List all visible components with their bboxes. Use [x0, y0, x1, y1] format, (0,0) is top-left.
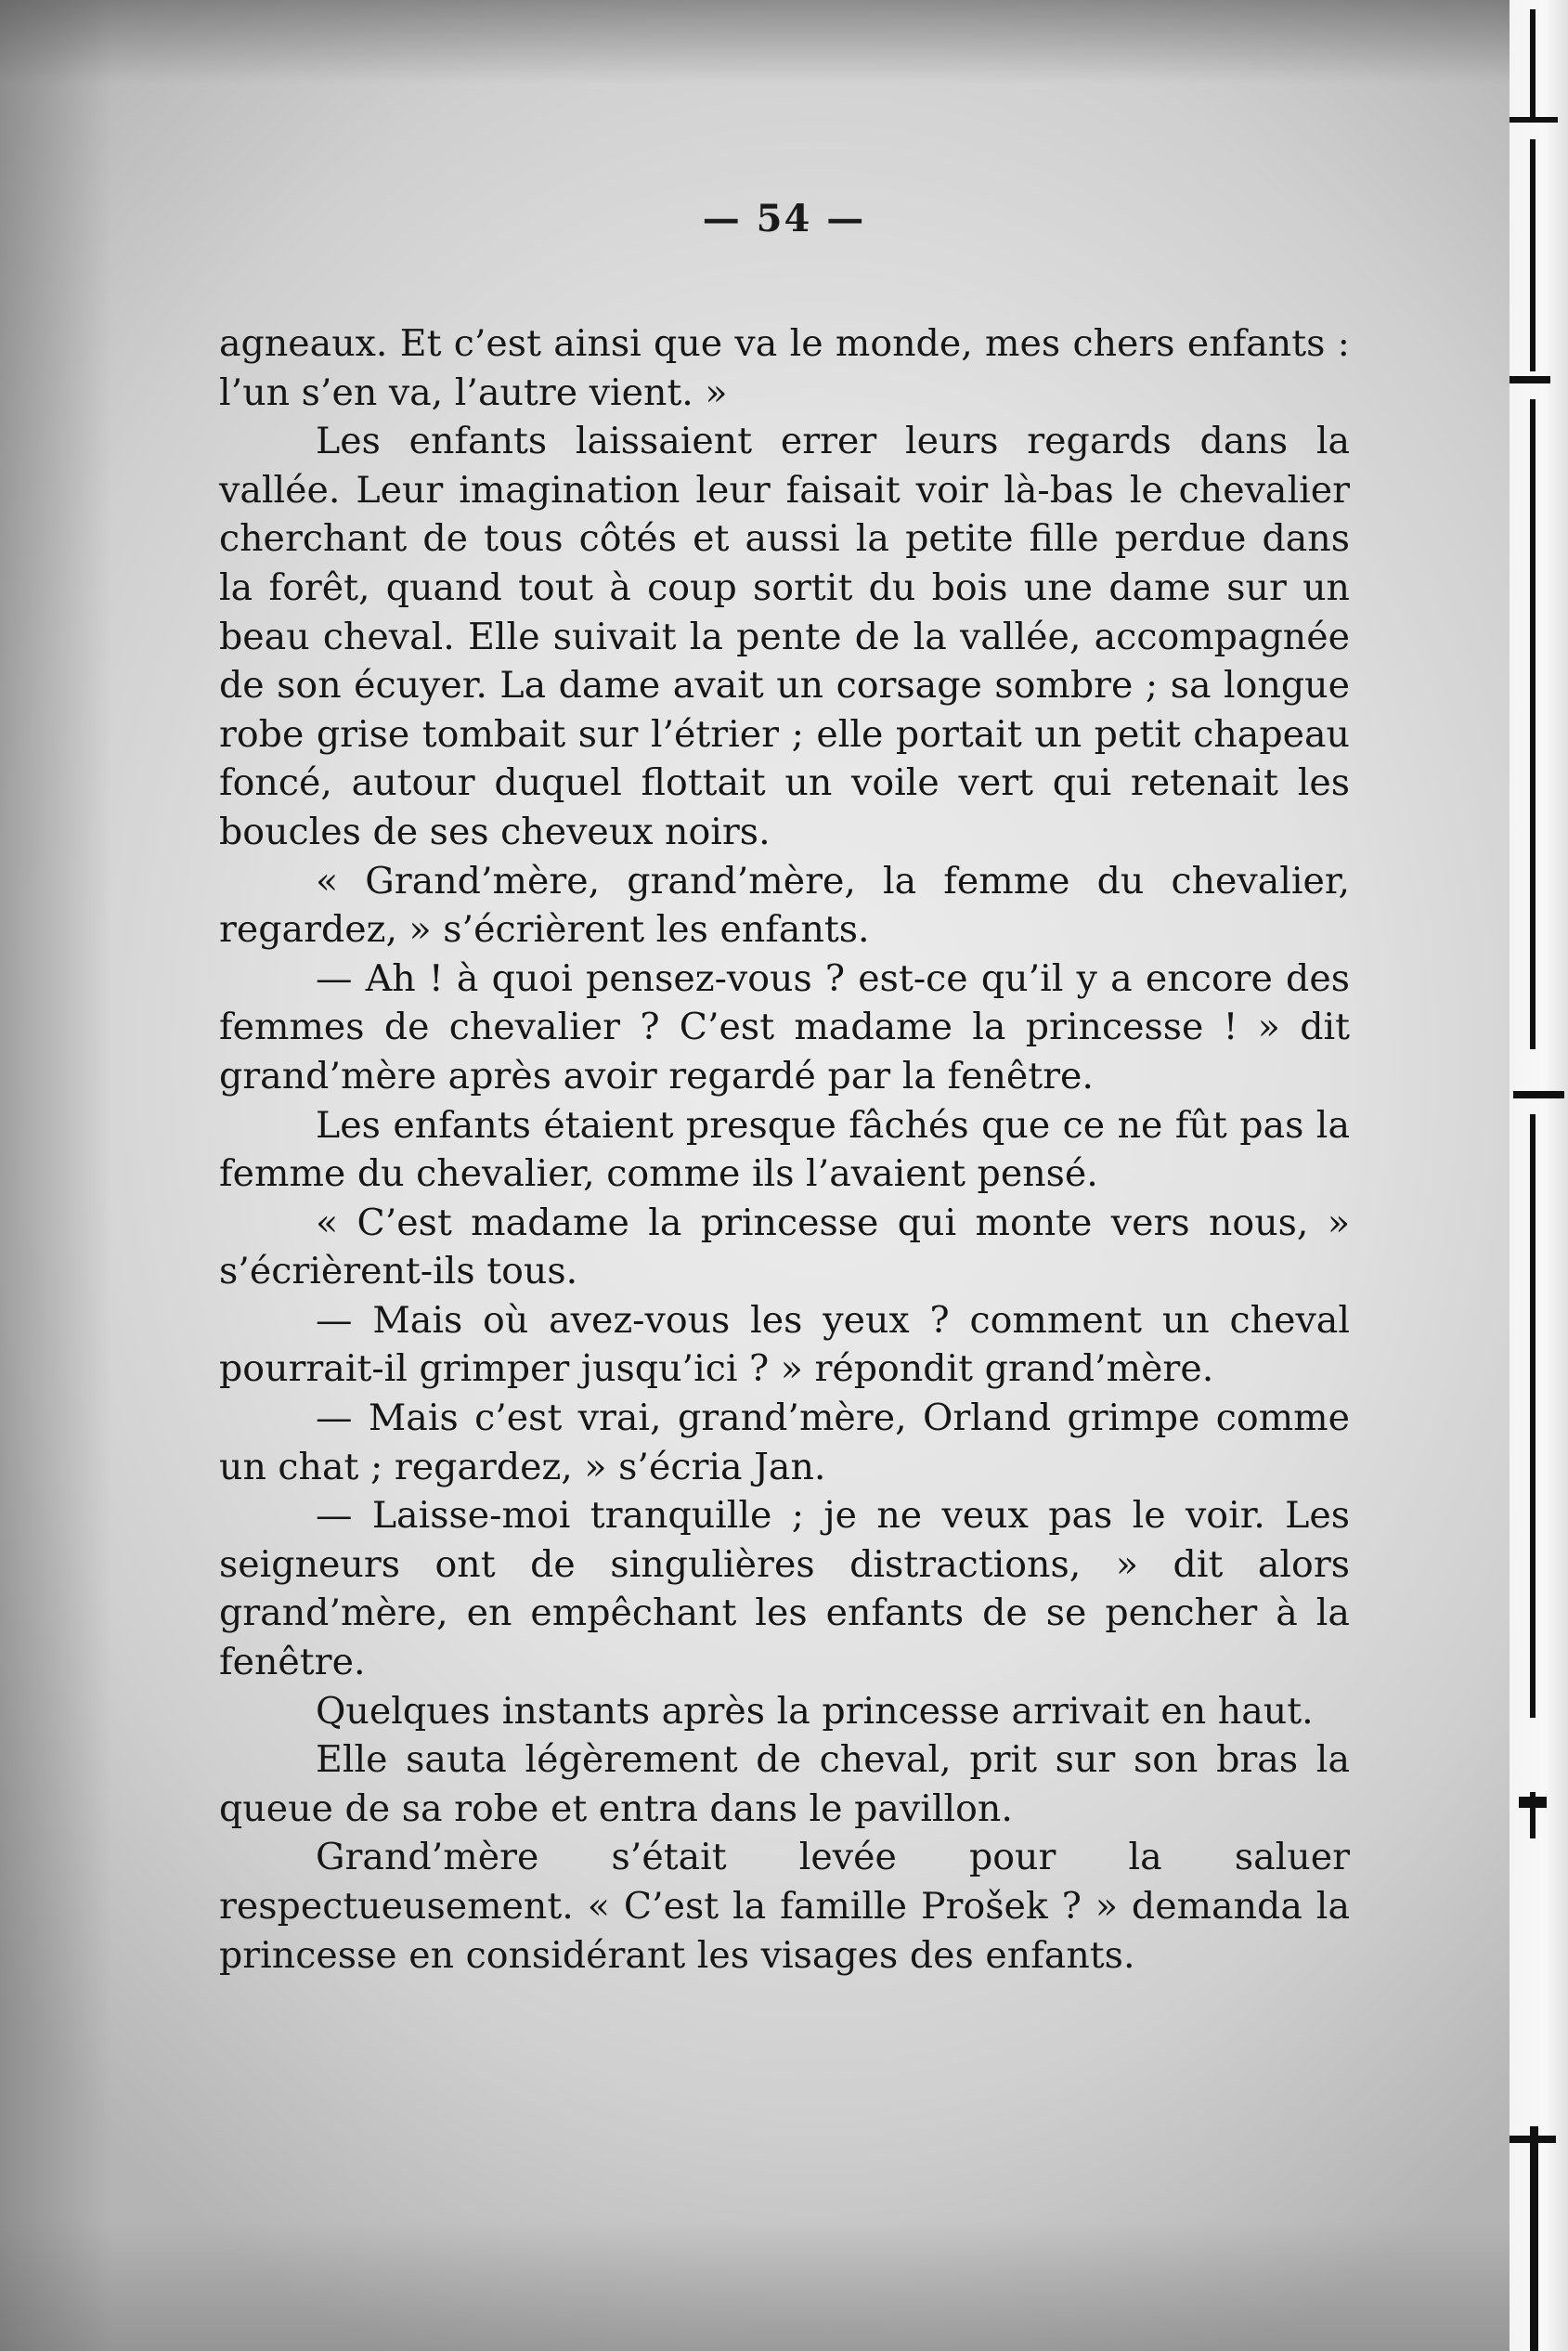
paragraph: — Mais où avez-vous les yeux ? comment un cheval pourrait-il grimper jusqu’ici ? » répondit grand’mère. [219, 1298, 1350, 1391]
paragraph: — Ah ! à quoi pensez-vous ? est-ce qu’il y a encore des femmes de chevalier ? C’est madame la princesse ! » dit grand’mère après avoir regardé par la fenêtre. [219, 956, 1350, 1098]
paragraph: Les enfants laissaient errer leurs regards dans la vallée. Leur imagination leur faisait voir là-bas le chevalier cherchant de tous côtés et aussi la petite fille perdue dans la forêt, quand tout à coup sortit du bois une dame sur un beau cheval. Elle suivait la pente de la vallée, accompagnée de son écuyer. La dame avait un corsage sombre ; sa longue robe grise tombait sur l’étrier ; elle portait un petit chapeau foncé, autour duquel flottait un voile vert qui retenait les boucles de ses cheveux noirs. [219, 420, 1350, 853]
paragraph: Les enfants étaient presque fâchés que ce ne fût pas la femme du chevalier, comme ils l’avaient pensé. [219, 1103, 1350, 1196]
binding-tick [1513, 1091, 1564, 1098]
body-text [219, 319, 1350, 1980]
page-binding-edge [1510, 0, 1568, 2351]
paragraph: agneaux. Et c’est ainsi que va le monde, mes chers enfants : l’un s’en va, l’autre vient. » [219, 322, 1350, 414]
paragraph: Grand’mère s’était levée pour la saluer respectueusement. « C’est la famille Prošek ? » demanda la princesse en considérant les visages des enfants. [219, 1836, 1350, 1977]
paragraph: « Grand’mère, grand’mère, la femme du chevalier, regardez, » s’écrièrent les enfants. [219, 859, 1350, 952]
binding-line [1530, 139, 1536, 371]
binding-tick [1510, 2136, 1556, 2143]
binding-line [1530, 1114, 1536, 1718]
paragraph: — Laisse-moi tranquille ; je ne veux pas le voir. Les seigneurs ont de singulières distractions, » dit alors grand’mère, en empêchant les enfants de se pencher à la fenêtre. [219, 1494, 1350, 1684]
binding-tick [1519, 1797, 1547, 1808]
binding-tick [1510, 376, 1550, 383]
left-shadow [0, 0, 111, 2351]
paragraph: « C’est madame la princesse qui monte vers nous, » s’écrièrent-ils tous. [219, 1201, 1350, 1293]
page-number: — 54 — [702, 197, 866, 240]
paragraph: — Mais c’est vrai, grand’mère, Orland grimpe comme un chat ; regardez, » s’écria Jan. [219, 1396, 1350, 1488]
binding-tick [1510, 117, 1558, 123]
paragraph: Quelques instants après la princesse arrivait en haut. [316, 1689, 1314, 1733]
top-shadow [0, 0, 1568, 84]
bottom-shadow [0, 2221, 1568, 2351]
binding-line [1530, 399, 1536, 1049]
binding-line [1530, 2126, 1538, 2351]
binding-line [1530, 9, 1536, 121]
paragraph: Elle sauta légèrement de cheval, prit sur son bras la queue de sa robe et entra dans le pavillon. [219, 1738, 1350, 1830]
